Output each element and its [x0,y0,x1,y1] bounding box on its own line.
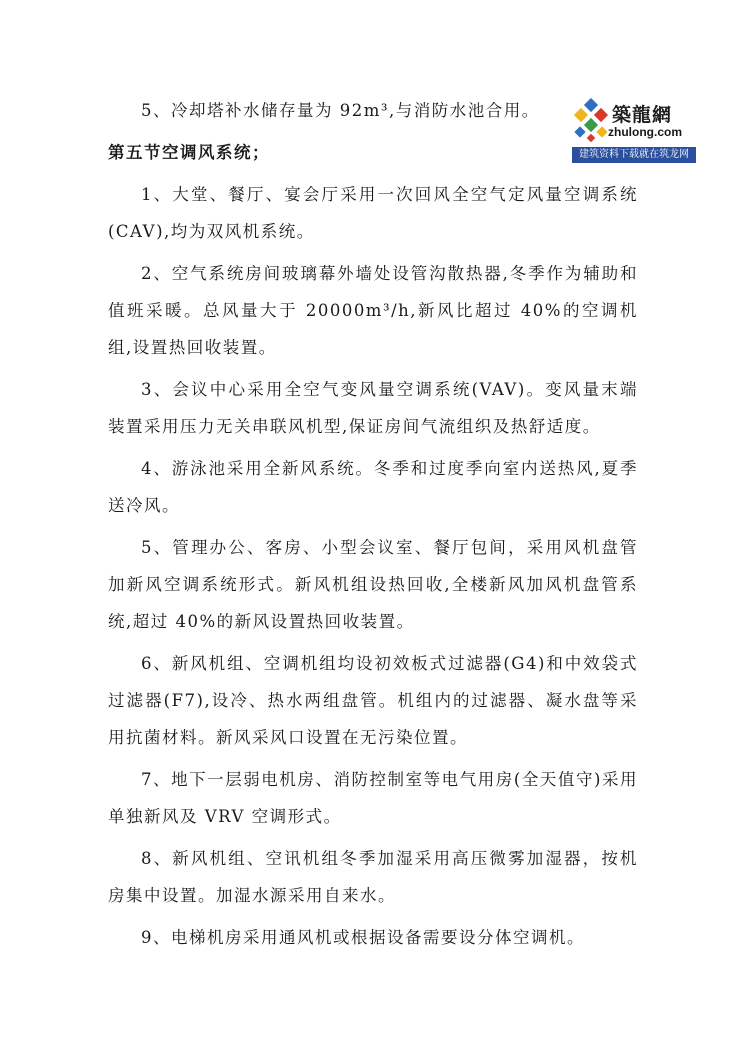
list-item: 4、游泳池采用全新风系统。冬季和过度季向室内送热风,夏季送冷风。 [108,459,638,515]
section-heading: 第五节空调风系统； [108,143,270,162]
list-item: 7、地下一层弱电机房、消防控制室等电气用房(全天值守)采用单独新风及 VRV 空调形式。 [108,770,638,826]
list-item: 9、电梯机房采用通风机或根据设备需要设分体空调机。 [141,928,585,947]
document-body [108,92,638,961]
list-item: 6、新风机组、空调机组均设初效板式过滤器(G4)和中效袋式过滤器(F7),设冷、热水两组盘管。机组内的过滤器、凝水盘等采用抗菌材料。新风采风口设置在无污染位置。 [108,654,638,747]
list-item: 8、新风机组、空讯机组冬季加湿采用高压微雾加湿器，按机房集中设置。加湿水源采用自来水。 [108,849,638,905]
logo-tagline-banner: 建筑资料下载就在筑龙网 [572,147,696,163]
logo-site-url: zhulong.com [608,125,682,139]
intro-item: 5、冷却塔补水储存量为 92m³,与消防水池合用。 [141,101,540,120]
list-item: 2、空气系统房间玻璃幕外墙处设管沟散热器,冬季作为辅助和值班采暖。总风量大于 20000m³/h,新风比超过 40%的空调机组,设置热回收装置。 [108,264,638,357]
list-item: 5、管理办公、客房、小型会议室、餐厅包间，采用风机盘管加新风空调系统形式。新风机组设热回收,全楼新风加风机盘管系统,超过 40%的新风设置热回收装置。 [108,538,638,631]
list-item: 3、会议中心采用全空气变风量空调系统(VAV)。变风量末端装置采用压力无关串联风机型,保证房间气流组织及热舒适度。 [108,380,638,436]
logo-title: 築龍網 [612,104,673,126]
list-item: 1、大堂、餐厅、宴会厅采用一次回风全空气定风量空调系统(CAV),均为双风机系统。 [108,185,638,241]
